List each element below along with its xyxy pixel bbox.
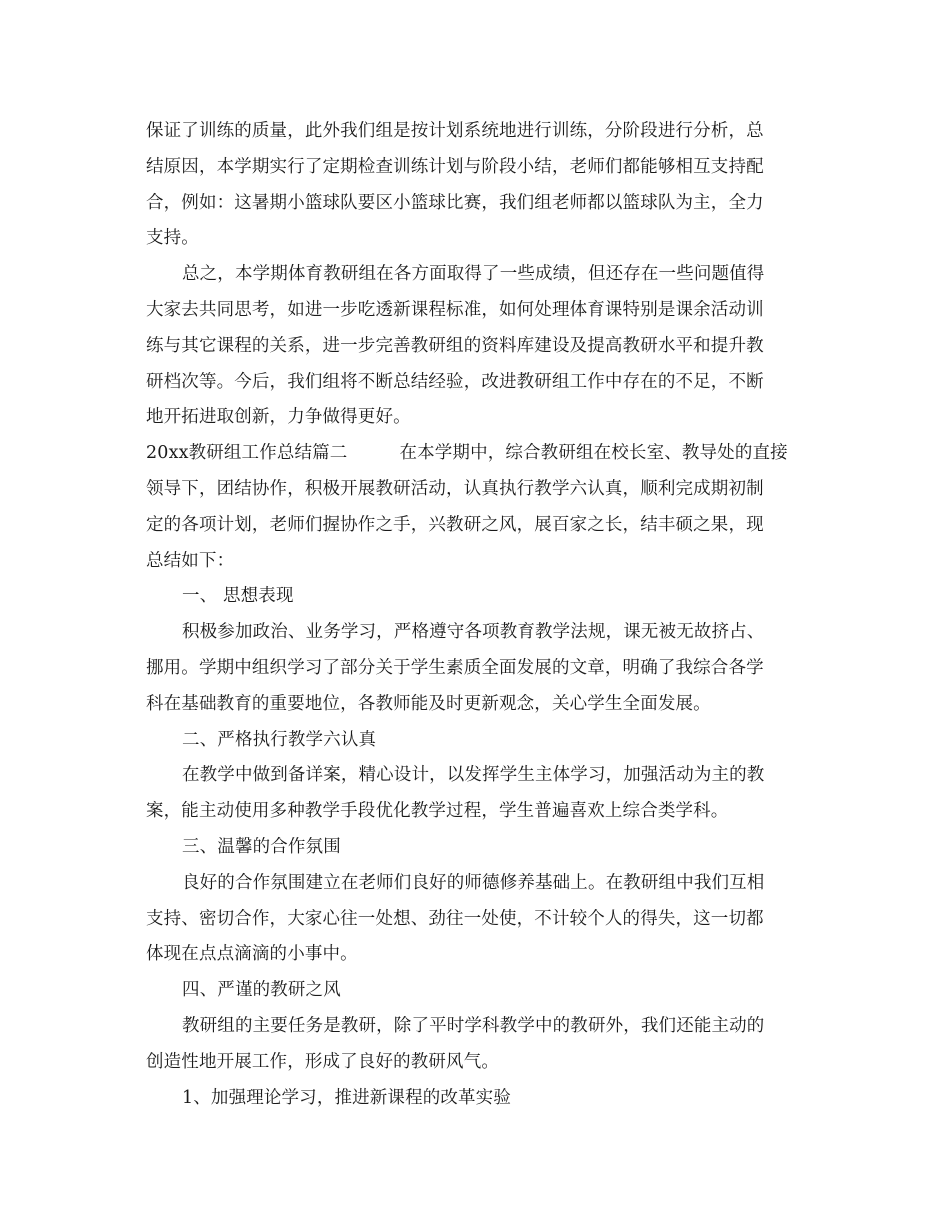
paragraph-line: 积极参加政治、业务学习，严格遵守各项教育教学法规，课无被无故挤占、 — [182, 622, 765, 643]
paragraph-line: 创造性地开展工作，形成了良好的教研风气。 — [146, 1051, 499, 1072]
section-heading: 二、严格执行教学六认真 — [182, 729, 377, 750]
paragraph-line: 保证了训练的质量，此外我们组是按计划系统地进行训练，分阶段进行分析，总 — [146, 121, 764, 141]
section-heading: 1、加强理论学习，推进新课程的改革实验 — [182, 1087, 511, 1108]
paragraph-line: 合，例如：这暑期小篮球队要区小篮球比赛，我们组老师都以篮球队为主，全力 — [146, 192, 764, 213]
paragraph-line: 在教学中做到备详案，精心设计，以发挥学生主体学习，加强活动为主的教 — [182, 765, 765, 786]
section-title-line — [146, 436, 806, 472]
paragraph-line: 定的各项计划，老师们握协作之手，兴教研之风，展百家之长，结丰硕之果，现 — [146, 514, 764, 535]
document-page — [146, 114, 806, 1116]
section-heading: 三、温馨的合作氛围 — [182, 836, 341, 857]
section-heading: 一、 思想表现 — [182, 586, 294, 607]
paragraph-line: 挪用。学期中组织学习了部分关于学生素质全面发展的文章，明确了我综合各学 — [146, 657, 764, 678]
paragraph-line: 结原因，本学期实行了定期检查训练计划与阶段小结，老师们都能够相互支持配 — [146, 156, 764, 177]
paragraph-line: 科在基础教育的重要地位，各教师能及时更新观念，关心学生全面发展。 — [146, 693, 711, 714]
section-title: 20xx教研组工作总结篇二 — [146, 443, 348, 464]
paragraph-line: 总结如下： — [146, 550, 235, 571]
paragraph-line: 良好的合作氛围建立在老师们良好的师德修养基础上。在教研组中我们互相 — [182, 872, 765, 893]
paragraph-line: 练与其它课程的关系，进一步完善教研组的资料库建设及提高教研水平和提升教 — [146, 335, 764, 356]
paragraph-line: 研档次等。今后，我们组将不断总结经验，改进教研组工作中存在的不足，不断 — [146, 371, 764, 392]
section-heading: 四、严谨的教研之风 — [182, 980, 341, 1001]
paragraph-line: 地开拓进取创新，力争做得更好。 — [146, 407, 411, 428]
paragraph-line: 大家去共同思考，如进一步吃透新课程标准，如何处理体育课特别是课余活动训 — [146, 299, 764, 320]
paragraph-line: 领导下，团结协作，积极开展教研活动，认真执行教学六认真，顺利完成期初制 — [146, 478, 764, 499]
paragraph-line: 案，能主动使用多种教学手段优化教学过程，学生普遍喜欢上综合类学科。 — [146, 801, 729, 822]
paragraph-line: 支持、密切合作，大家心往一处想、劲往一处使，不计较个人的得失，这一切都 — [146, 908, 764, 929]
paragraph-line: 总之，本学期体育教研组在各方面取得了一些成绩，但还存在一些问题值得 — [182, 264, 765, 285]
paragraph-line: 支持。 — [146, 228, 199, 249]
paragraph-text: 在本学期中，综合教研组在校长室、教导处的直接 — [399, 443, 788, 464]
paragraph-line: 教研组的主要任务是教研，除了平时学科教学中的教研外，我们还能主动的 — [182, 1015, 765, 1036]
paragraph-line: 体现在点点滴滴的小事中。 — [146, 944, 358, 965]
